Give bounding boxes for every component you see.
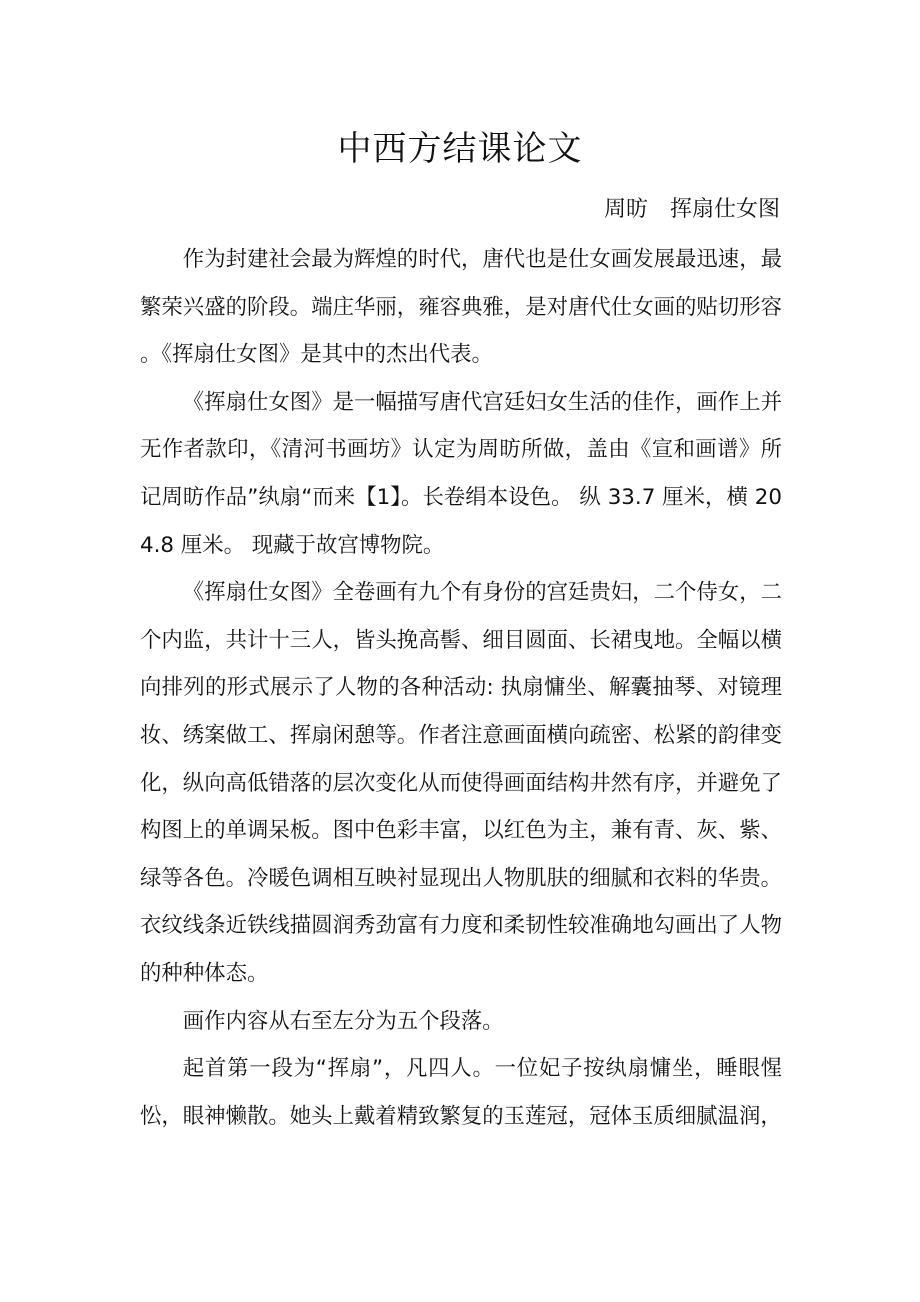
body-text (140, 236, 782, 1140)
paragraph: 《挥扇仕女图》全卷画有九个有身份的宫廷贵妇，二个侍女，二个内监，共计十三人，皆头挽高髻、细目圆面、长裙曳地。全幅以横向排列的形式展示了人物的各种活动: 执扇慵坐、解囊抽琴、对镜理妆、绣案做工、挥扇闲憩等。作者注意画面横向疏密、松紧的韵律变化，纵向高低错落的层次变化从而使得画面结构井然有序，并避免了构图上的单调呆板。图中色彩丰富，以红色为主，兼有青、灰、紫、绿等各色。冷暖色调相互映衬显现出人物肌肤的细腻和衣料的华贵。衣纹线条近铁线描圆润秀劲富有力度和柔韧性较准确地勾画出了人物的种种体态。 (140, 580, 782, 986)
subtitle: 周昉 挥扇仕女图 (603, 197, 780, 222)
paragraph: 《挥扇仕女图》是一幅描写唐代宫廷妇女生活的佳作，画作上并无作者款印，《清河书画坊》认定为周昉所做，盖由《宣和画谱》所记周昉作品”纨扇“而来【1】。长卷绢本设色。 纵 33.7 厘米，横 204.8 厘米。 现藏于故宫博物院。 (140, 389, 782, 558)
page-title: 中西方结课论文 (337, 129, 583, 169)
paragraph: 作为封建社会最为辉煌的时代，唐代也是仕女画发展最迅速，最繁荣兴盛的阶段。端庄华丽，雍容典雅，是对唐代仕女画的贴切形容。《挥扇仕女图》是其中的杰出代表。 (140, 247, 782, 368)
paragraph: 画作内容从右至左分为五个段落。 (182, 1008, 504, 1034)
paragraph: 起首第一段为“挥扇”，凡四人。一位妃子按纨扇慵坐，睡眼惺忪，眼神懒散。她头上戴着精致繁复的玉莲冠，冠体玉质细腻温润， (140, 1056, 782, 1129)
